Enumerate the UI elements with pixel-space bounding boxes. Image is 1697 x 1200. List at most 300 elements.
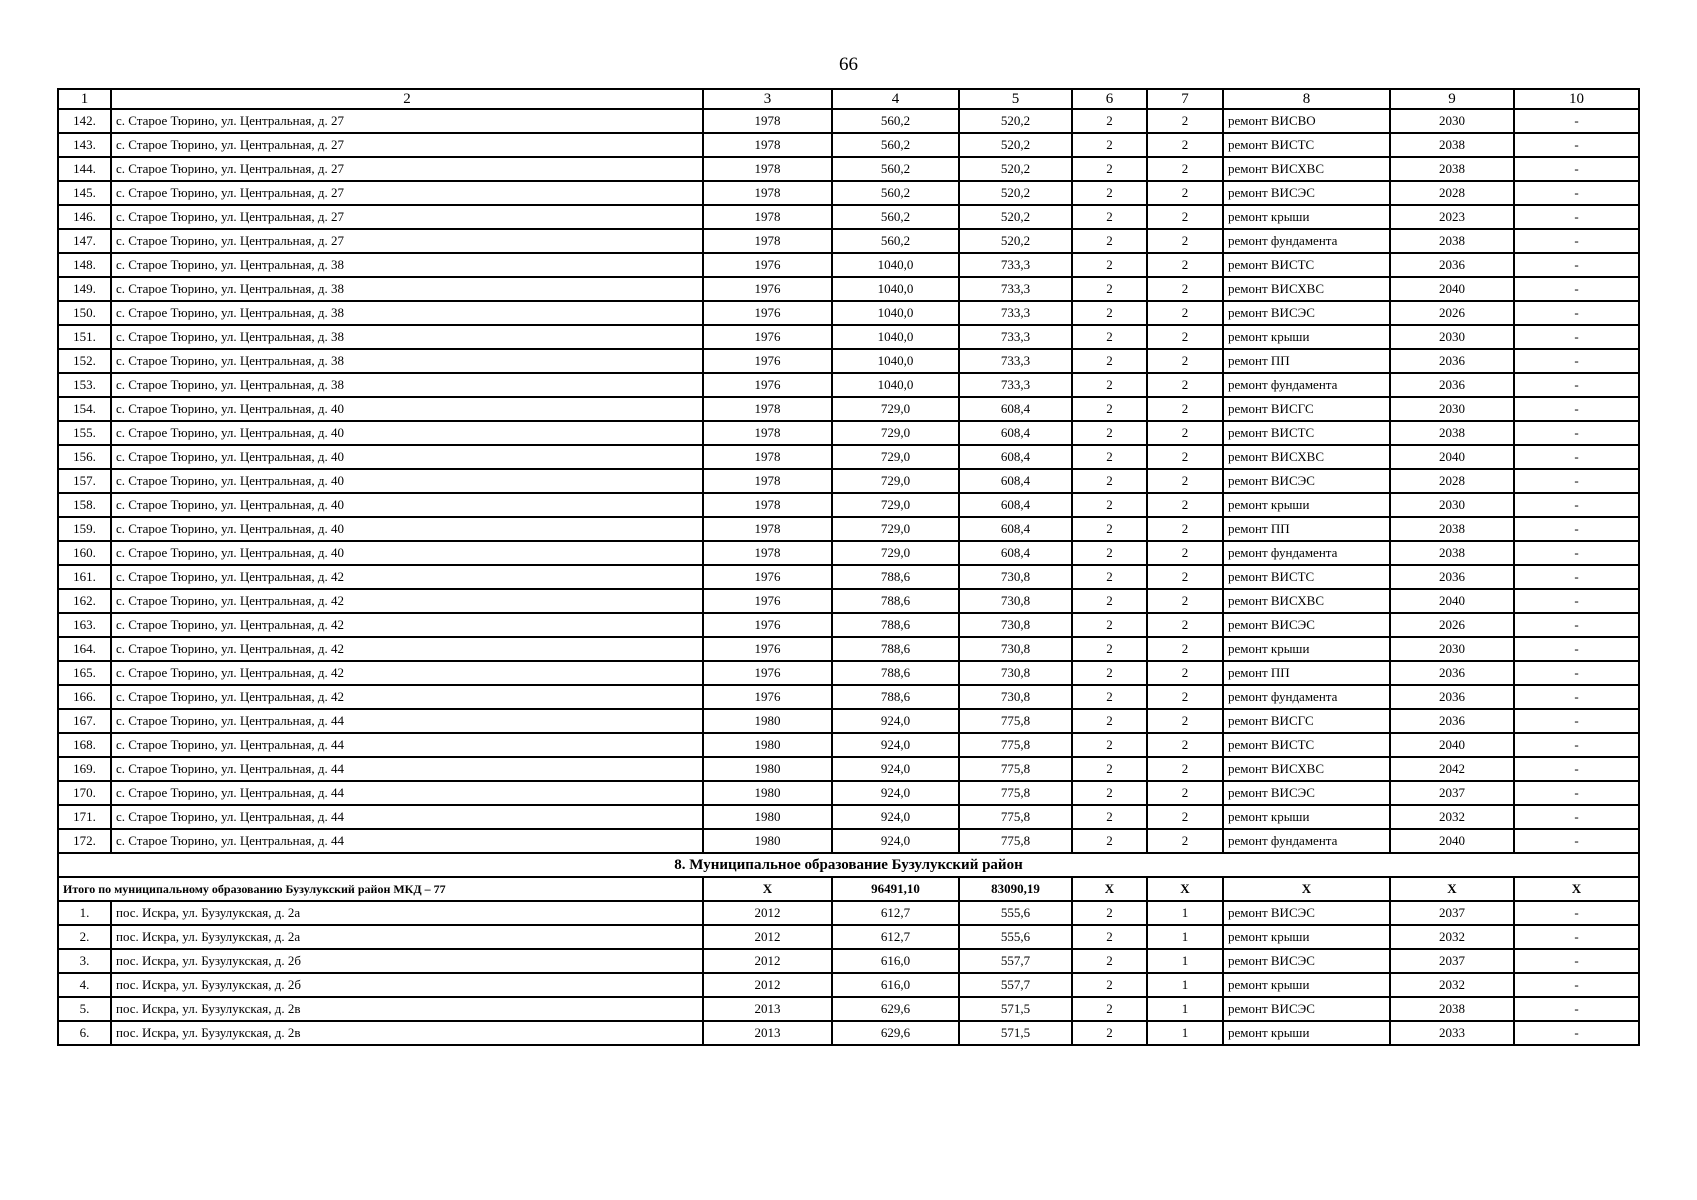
entrances-cell: 1 [1147, 949, 1223, 973]
year-built-cell: 1976 [703, 685, 832, 709]
floors-cell: 2 [1072, 493, 1147, 517]
entrances-cell: 1 [1147, 1021, 1223, 1045]
work-type-cell: ремонт ВИСЭС [1223, 613, 1390, 637]
total-area-cell: 788,6 [832, 589, 959, 613]
address-cell: с. Старое Тюрино, ул. Центральная, д. 27 [111, 157, 703, 181]
planned-year-cell: 2038 [1390, 517, 1514, 541]
note-cell: - [1514, 325, 1639, 349]
work-type-cell: ремонт ВИСХВС [1223, 157, 1390, 181]
total-cell: X [1514, 877, 1639, 901]
living-area-cell: 730,8 [959, 685, 1072, 709]
table-row [58, 517, 1639, 541]
work-type-cell: ремонт ВИСТС [1223, 421, 1390, 445]
year-built-cell: 1976 [703, 637, 832, 661]
table-row [58, 277, 1639, 301]
note-cell: - [1514, 565, 1639, 589]
address-cell: с. Старое Тюрино, ул. Центральная, д. 27 [111, 133, 703, 157]
living-area-cell: 608,4 [959, 445, 1072, 469]
table-row [58, 493, 1639, 517]
address-cell: с. Старое Тюрино, ул. Центральная, д. 38 [111, 301, 703, 325]
total-area-cell: 560,2 [832, 109, 959, 133]
year-built-cell: 1976 [703, 301, 832, 325]
entrances-cell: 2 [1147, 781, 1223, 805]
row-number-cell: 154. [58, 397, 111, 421]
address-cell: с. Старое Тюрино, ул. Центральная, д. 42 [111, 589, 703, 613]
year-built-cell: 1978 [703, 157, 832, 181]
floors-cell: 2 [1072, 589, 1147, 613]
address-cell: с. Старое Тюрино, ул. Центральная, д. 40 [111, 421, 703, 445]
address-cell: с. Старое Тюрино, ул. Центральная, д. 38 [111, 253, 703, 277]
floors-cell: 2 [1072, 517, 1147, 541]
row-number-cell: 149. [58, 277, 111, 301]
total-cell: X [703, 877, 832, 901]
total-area-cell: 1040,0 [832, 349, 959, 373]
living-area-cell: 520,2 [959, 205, 1072, 229]
table-row [58, 637, 1639, 661]
living-area-cell: 608,4 [959, 421, 1072, 445]
note-cell: - [1514, 541, 1639, 565]
floors-cell: 2 [1072, 421, 1147, 445]
work-type-cell: ремонт ВИСХВС [1223, 757, 1390, 781]
work-type-cell: ремонт ВИСТС [1223, 133, 1390, 157]
work-type-cell: ремонт крыши [1223, 325, 1390, 349]
living-area-cell: 608,4 [959, 517, 1072, 541]
living-area-cell: 608,4 [959, 397, 1072, 421]
table-row [58, 469, 1639, 493]
note-cell: - [1514, 1021, 1639, 1045]
entrances-cell: 2 [1147, 637, 1223, 661]
note-cell: - [1514, 349, 1639, 373]
total-area-cell: 1040,0 [832, 253, 959, 277]
entrances-cell: 2 [1147, 157, 1223, 181]
entrances-cell: 2 [1147, 589, 1223, 613]
living-area-cell: 520,2 [959, 157, 1072, 181]
work-type-cell: ремонт ВИСХВС [1223, 277, 1390, 301]
total-area-cell: 924,0 [832, 757, 959, 781]
year-built-cell: 1978 [703, 205, 832, 229]
note-cell: - [1514, 445, 1639, 469]
year-built-cell: 2013 [703, 1021, 832, 1045]
entrances-cell: 2 [1147, 229, 1223, 253]
row-number-cell: 160. [58, 541, 111, 565]
planned-year-cell: 2038 [1390, 541, 1514, 565]
row-number-cell: 150. [58, 301, 111, 325]
entrances-cell: 2 [1147, 397, 1223, 421]
total-area-cell: 729,0 [832, 493, 959, 517]
table-row [58, 709, 1639, 733]
entrances-cell: 2 [1147, 541, 1223, 565]
living-area-cell: 730,8 [959, 661, 1072, 685]
row-number-cell: 166. [58, 685, 111, 709]
entrances-cell: 2 [1147, 181, 1223, 205]
entrances-cell: 1 [1147, 925, 1223, 949]
year-built-cell: 1976 [703, 253, 832, 277]
row-number-cell: 3. [58, 949, 111, 973]
address-cell: пос. Искра, ул. Бузулукская, д. 2а [111, 925, 703, 949]
living-area-cell: 775,8 [959, 757, 1072, 781]
year-built-cell: 1978 [703, 109, 832, 133]
total-row [58, 877, 1639, 901]
entrances-cell: 2 [1147, 709, 1223, 733]
work-type-cell: ремонт крыши [1223, 1021, 1390, 1045]
header-cell: 2 [111, 89, 703, 109]
row-number-cell: 162. [58, 589, 111, 613]
living-area-cell: 730,8 [959, 637, 1072, 661]
total-area-cell: 1040,0 [832, 373, 959, 397]
year-built-cell: 2012 [703, 973, 832, 997]
year-built-cell: 1980 [703, 781, 832, 805]
living-area-cell: 775,8 [959, 733, 1072, 757]
table-row [58, 901, 1639, 925]
row-number-cell: 153. [58, 373, 111, 397]
year-built-cell: 1976 [703, 373, 832, 397]
year-built-cell: 1978 [703, 133, 832, 157]
table-body-section [58, 853, 1639, 901]
work-type-cell: ремонт крыши [1223, 805, 1390, 829]
living-area-cell: 733,3 [959, 349, 1072, 373]
work-type-cell: ремонт ВИСХВС [1223, 589, 1390, 613]
total-area-cell: 788,6 [832, 613, 959, 637]
total-area-cell: 729,0 [832, 445, 959, 469]
year-built-cell: 1980 [703, 757, 832, 781]
living-area-cell: 775,8 [959, 781, 1072, 805]
total-area-cell: 629,6 [832, 997, 959, 1021]
note-cell: - [1514, 421, 1639, 445]
planned-year-cell: 2032 [1390, 973, 1514, 997]
total-cell: X [1223, 877, 1390, 901]
entrances-cell: 2 [1147, 733, 1223, 757]
row-number-cell: 143. [58, 133, 111, 157]
year-built-cell: 1976 [703, 661, 832, 685]
note-cell: - [1514, 733, 1639, 757]
total-cell: 96491,10 [832, 877, 959, 901]
header-cell: 8 [1223, 89, 1390, 109]
row-number-cell: 164. [58, 637, 111, 661]
note-cell: - [1514, 805, 1639, 829]
floors-cell: 2 [1072, 229, 1147, 253]
planned-year-cell: 2030 [1390, 397, 1514, 421]
table-row [58, 373, 1639, 397]
header-cell: 9 [1390, 89, 1514, 109]
row-number-cell: 6. [58, 1021, 111, 1045]
row-number-cell: 165. [58, 661, 111, 685]
header-cell: 6 [1072, 89, 1147, 109]
table-row [58, 949, 1639, 973]
total-cell: 83090,19 [959, 877, 1072, 901]
planned-year-cell: 2033 [1390, 1021, 1514, 1045]
row-number-cell: 4. [58, 973, 111, 997]
planned-year-cell: 2042 [1390, 757, 1514, 781]
living-area-cell: 730,8 [959, 565, 1072, 589]
row-number-cell: 2. [58, 925, 111, 949]
total-area-cell: 729,0 [832, 517, 959, 541]
year-built-cell: 1976 [703, 613, 832, 637]
year-built-cell: 1980 [703, 733, 832, 757]
note-cell: - [1514, 589, 1639, 613]
row-number-cell: 145. [58, 181, 111, 205]
total-area-cell: 616,0 [832, 973, 959, 997]
planned-year-cell: 2030 [1390, 637, 1514, 661]
table-row [58, 733, 1639, 757]
address-cell: с. Старое Тюрино, ул. Центральная, д. 40 [111, 397, 703, 421]
entrances-cell: 1 [1147, 901, 1223, 925]
living-area-cell: 608,4 [959, 541, 1072, 565]
row-number-cell: 163. [58, 613, 111, 637]
planned-year-cell: 2038 [1390, 421, 1514, 445]
total-area-cell: 729,0 [832, 397, 959, 421]
living-area-cell: 557,7 [959, 973, 1072, 997]
total-cell: X [1390, 877, 1514, 901]
total-area-cell: 560,2 [832, 157, 959, 181]
living-area-cell: 520,2 [959, 109, 1072, 133]
note-cell: - [1514, 133, 1639, 157]
total-area-cell: 612,7 [832, 901, 959, 925]
work-type-cell: ремонт крыши [1223, 925, 1390, 949]
floors-cell: 2 [1072, 997, 1147, 1021]
floors-cell: 2 [1072, 157, 1147, 181]
row-number-cell: 5. [58, 997, 111, 1021]
floors-cell: 2 [1072, 277, 1147, 301]
table-row [58, 613, 1639, 637]
row-number-cell: 147. [58, 229, 111, 253]
floors-cell: 2 [1072, 973, 1147, 997]
entrances-cell: 2 [1147, 277, 1223, 301]
repair-schedule-table [57, 88, 1640, 1046]
table-row [58, 325, 1639, 349]
table-row [58, 829, 1639, 853]
floors-cell: 2 [1072, 349, 1147, 373]
living-area-cell: 730,8 [959, 589, 1072, 613]
entrances-cell: 2 [1147, 517, 1223, 541]
floors-cell: 2 [1072, 685, 1147, 709]
note-cell: - [1514, 493, 1639, 517]
planned-year-cell: 2026 [1390, 301, 1514, 325]
year-built-cell: 1976 [703, 277, 832, 301]
note-cell: - [1514, 373, 1639, 397]
table-row [58, 781, 1639, 805]
table-row [58, 349, 1639, 373]
address-cell: с. Старое Тюрино, ул. Центральная, д. 38 [111, 325, 703, 349]
work-type-cell: ремонт ПП [1223, 517, 1390, 541]
planned-year-cell: 2036 [1390, 565, 1514, 589]
note-cell: - [1514, 277, 1639, 301]
note-cell: - [1514, 469, 1639, 493]
floors-cell: 2 [1072, 661, 1147, 685]
note-cell: - [1514, 901, 1639, 925]
table-body-buzuluk [58, 901, 1639, 1045]
total-area-cell: 924,0 [832, 733, 959, 757]
planned-year-cell: 2026 [1390, 613, 1514, 637]
total-area-cell: 924,0 [832, 805, 959, 829]
year-built-cell: 1980 [703, 829, 832, 853]
planned-year-cell: 2037 [1390, 949, 1514, 973]
table-row [58, 685, 1639, 709]
row-number-cell: 167. [58, 709, 111, 733]
table-row [58, 589, 1639, 613]
address-cell: с. Старое Тюрино, ул. Центральная, д. 27 [111, 109, 703, 133]
work-type-cell: ремонт крыши [1223, 973, 1390, 997]
address-cell: с. Старое Тюрино, ул. Центральная, д. 44 [111, 709, 703, 733]
floors-cell: 2 [1072, 565, 1147, 589]
address-cell: с. Старое Тюрино, ул. Центральная, д. 38 [111, 349, 703, 373]
entrances-cell: 2 [1147, 565, 1223, 589]
floors-cell: 2 [1072, 709, 1147, 733]
floors-cell: 2 [1072, 925, 1147, 949]
row-number-cell: 157. [58, 469, 111, 493]
note-cell: - [1514, 781, 1639, 805]
section-heading-row [58, 853, 1639, 877]
address-cell: с. Старое Тюрино, ул. Центральная, д. 44 [111, 829, 703, 853]
header-cell: 1 [58, 89, 111, 109]
header-cell: 3 [703, 89, 832, 109]
entrances-cell: 2 [1147, 757, 1223, 781]
floors-cell: 2 [1072, 757, 1147, 781]
header-cell: 10 [1514, 89, 1639, 109]
total-area-cell: 560,2 [832, 181, 959, 205]
work-type-cell: ремонт ВИСЭС [1223, 181, 1390, 205]
total-area-cell: 612,7 [832, 925, 959, 949]
planned-year-cell: 2036 [1390, 373, 1514, 397]
table-row [58, 1021, 1639, 1045]
address-cell: с. Старое Тюрино, ул. Центральная, д. 38 [111, 277, 703, 301]
entrances-cell: 2 [1147, 301, 1223, 325]
entrances-cell: 2 [1147, 325, 1223, 349]
entrances-cell: 2 [1147, 205, 1223, 229]
entrances-cell: 2 [1147, 805, 1223, 829]
planned-year-cell: 2040 [1390, 277, 1514, 301]
year-built-cell: 1978 [703, 397, 832, 421]
year-built-cell: 2013 [703, 997, 832, 1021]
table-row [58, 757, 1639, 781]
total-area-cell: 729,0 [832, 541, 959, 565]
note-cell: - [1514, 613, 1639, 637]
floors-cell: 2 [1072, 301, 1147, 325]
total-area-cell: 560,2 [832, 205, 959, 229]
total-area-cell: 788,6 [832, 685, 959, 709]
entrances-cell: 2 [1147, 661, 1223, 685]
address-cell: с. Старое Тюрино, ул. Центральная, д. 42 [111, 661, 703, 685]
total-label: Итого по муниципальному образованию Бузулукский район МКД – 77 [58, 877, 703, 901]
total-area-cell: 560,2 [832, 133, 959, 157]
work-type-cell: ремонт крыши [1223, 637, 1390, 661]
table-row [58, 541, 1639, 565]
total-area-cell: 729,0 [832, 421, 959, 445]
year-built-cell: 1978 [703, 181, 832, 205]
total-area-cell: 924,0 [832, 709, 959, 733]
row-number-cell: 172. [58, 829, 111, 853]
address-cell: с. Старое Тюрино, ул. Центральная, д. 44 [111, 781, 703, 805]
floors-cell: 2 [1072, 805, 1147, 829]
entrances-cell: 2 [1147, 133, 1223, 157]
page-number: 66 [839, 54, 858, 75]
floors-cell: 2 [1072, 637, 1147, 661]
work-type-cell: ремонт ВИСЭС [1223, 781, 1390, 805]
section-title: 8. Муниципальное образование Бузулукский район [58, 853, 1639, 877]
note-cell: - [1514, 757, 1639, 781]
living-area-cell: 775,8 [959, 709, 1072, 733]
living-area-cell: 733,3 [959, 301, 1072, 325]
table-row [58, 421, 1639, 445]
row-number-cell: 151. [58, 325, 111, 349]
planned-year-cell: 2036 [1390, 709, 1514, 733]
row-number-cell: 158. [58, 493, 111, 517]
note-cell: - [1514, 397, 1639, 421]
living-area-cell: 733,3 [959, 277, 1072, 301]
planned-year-cell: 2040 [1390, 829, 1514, 853]
total-area-cell: 1040,0 [832, 301, 959, 325]
work-type-cell: ремонт фундамента [1223, 541, 1390, 565]
entrances-cell: 2 [1147, 109, 1223, 133]
living-area-cell: 571,5 [959, 1021, 1072, 1045]
address-cell: с. Старое Тюрино, ул. Центральная, д. 40 [111, 517, 703, 541]
table-row [58, 661, 1639, 685]
note-cell: - [1514, 301, 1639, 325]
total-area-cell: 924,0 [832, 829, 959, 853]
living-area-cell: 555,6 [959, 901, 1072, 925]
address-cell: пос. Искра, ул. Бузулукская, д. 2б [111, 973, 703, 997]
note-cell: - [1514, 517, 1639, 541]
entrances-cell: 2 [1147, 445, 1223, 469]
row-number-cell: 142. [58, 109, 111, 133]
floors-cell: 2 [1072, 253, 1147, 277]
planned-year-cell: 2037 [1390, 781, 1514, 805]
work-type-cell: ремонт ВИСЭС [1223, 949, 1390, 973]
address-cell: с. Старое Тюрино, ул. Центральная, д. 42 [111, 565, 703, 589]
work-type-cell: ремонт ВИСЭС [1223, 997, 1390, 1021]
row-number-cell: 146. [58, 205, 111, 229]
row-number-cell: 171. [58, 805, 111, 829]
floors-cell: 2 [1072, 949, 1147, 973]
address-cell: пос. Искра, ул. Бузулукская, д. 2в [111, 1021, 703, 1045]
floors-cell: 2 [1072, 901, 1147, 925]
planned-year-cell: 2036 [1390, 253, 1514, 277]
planned-year-cell: 2040 [1390, 589, 1514, 613]
row-number-cell: 159. [58, 517, 111, 541]
address-cell: пос. Искра, ул. Бузулукская, д. 2а [111, 901, 703, 925]
year-built-cell: 1978 [703, 517, 832, 541]
note-cell: - [1514, 157, 1639, 181]
living-area-cell: 520,2 [959, 181, 1072, 205]
address-cell: с. Старое Тюрино, ул. Центральная, д. 40 [111, 541, 703, 565]
table-body-staroe-tyurino [58, 109, 1639, 853]
table-row [58, 205, 1639, 229]
planned-year-cell: 2032 [1390, 925, 1514, 949]
living-area-cell: 557,7 [959, 949, 1072, 973]
planned-year-cell: 2036 [1390, 685, 1514, 709]
year-built-cell: 1978 [703, 493, 832, 517]
living-area-cell: 733,3 [959, 373, 1072, 397]
floors-cell: 2 [1072, 1021, 1147, 1045]
address-cell: пос. Искра, ул. Бузулукская, д. 2б [111, 949, 703, 973]
year-built-cell: 1978 [703, 229, 832, 253]
planned-year-cell: 2037 [1390, 901, 1514, 925]
planned-year-cell: 2028 [1390, 181, 1514, 205]
living-area-cell: 608,4 [959, 493, 1072, 517]
table-row [58, 565, 1639, 589]
living-area-cell: 775,8 [959, 829, 1072, 853]
work-type-cell: ремонт фундамента [1223, 373, 1390, 397]
year-built-cell: 1976 [703, 325, 832, 349]
living-area-cell: 520,2 [959, 229, 1072, 253]
year-built-cell: 2012 [703, 901, 832, 925]
note-cell: - [1514, 829, 1639, 853]
floors-cell: 2 [1072, 829, 1147, 853]
planned-year-cell: 2038 [1390, 229, 1514, 253]
year-built-cell: 1980 [703, 805, 832, 829]
note-cell: - [1514, 997, 1639, 1021]
column-number-header-row [58, 89, 1639, 109]
address-cell: с. Старое Тюрино, ул. Центральная, д. 42 [111, 685, 703, 709]
